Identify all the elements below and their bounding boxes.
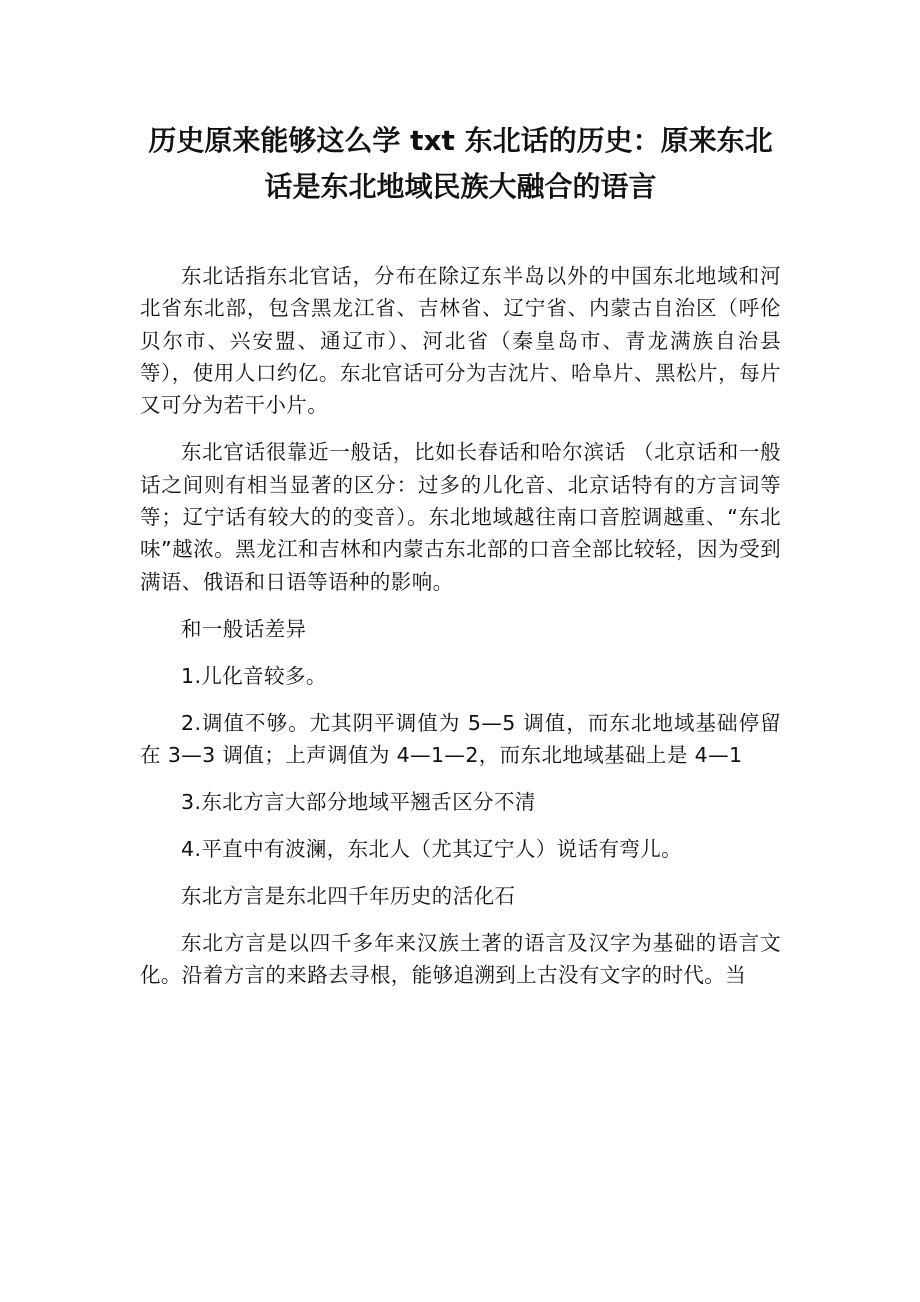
document-body (140, 260, 781, 991)
document-title: 历史原来能够这么学 txt 东北话的历史：原来东北话是东北地域民族大融合的语言 (148, 124, 773, 203)
section-heading: 东北方言是东北四千年历史的活化石 (181, 883, 516, 908)
list-item: 2.调值不够。尤其阴平调值为 5—5 调值，而东北地域基础停留在 3—3 调值；上声调值为 4—1—2，而东北地域基础上是 4—1 (140, 710, 781, 767)
paragraph: 东北方言是以四千多年来汉族土著的语言及汉字为基础的语言文化。沿着方言的来路去寻根，能够追溯到上古没有文字的时代。当 (140, 930, 781, 987)
list-item: 4.平直中有波澜，东北人（尤其辽宁人）说话有弯儿。 (181, 836, 683, 861)
list-item: 1.儿化音较多。 (181, 663, 327, 688)
paragraph: 东北官话很靠近一般话，比如长春话和哈尔滨话 （北京话和一般话之间则有相当显著的区分：过多的儿化音、北京话特有的方言词等等；辽宁话有较大的的变音）。东北地域越往南口音腔调越重、“东北味”越浓。黑龙江和吉林和内蒙古东北部的口音全部比较轻，因为受到满语、俄语和日语等语种的影响。 (140, 440, 781, 594)
list-item: 3.东北方言大部分地域平翘舌区分不清 (181, 789, 536, 814)
section-heading: 和一般话差异 (181, 616, 307, 641)
paragraph: 东北话指东北官话，分布在除辽东半岛以外的中国东北地域和河北省东北部，包含黑龙江省、吉林省、辽宁省、内蒙古自治区（呼伦贝尔市、兴安盟、通辽市）、河北省（秦皇岛市、青龙满族自治县等），使用人口约亿。东北官话可分为吉沈片、哈阜片、黑松片，每片又可分为若干小片。 (140, 264, 781, 418)
